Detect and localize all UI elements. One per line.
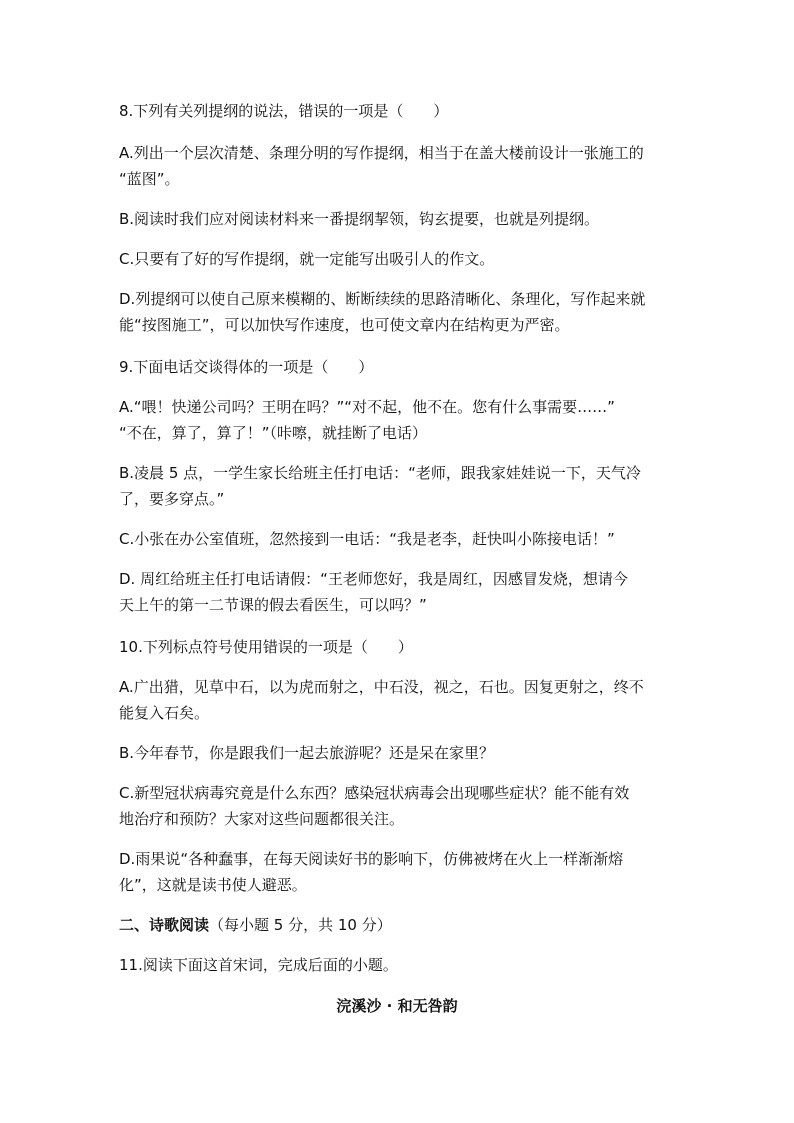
q10-option-d-line1: D.雨果说“各种蠢事，在每天阅读好书的影响下，仿佛被烤在火上一样渐渐熔 — [119, 850, 624, 868]
q8-option-b: B.阅读时我们应对阅读材料来一番提纲挈领，钩玄提要，也就是列提纲。 — [119, 210, 600, 228]
q10-option-d-line2: 化”，这就是读书使人避恶。 — [119, 876, 307, 894]
q9-option-b-line1: B.凌晨 5 点，一学生家长给班主任打电话：“老师，跟我家娃娃说一下，天气冷 — [119, 464, 641, 482]
poem-title: 浣溪沙 · 和无咎韵 — [336, 997, 458, 1015]
q8-option-a-line2: “蓝图”。 — [119, 170, 180, 188]
section-2-heading — [119, 912, 679, 938]
q10-option-a-line1: A.广出猎，见草中石，以为虎而射之，中石没，视之，石也。因复更射之，终不 — [119, 678, 644, 696]
section-2-title: 二、诗歌阅读 — [119, 916, 210, 934]
q8-option-c: C.只要有了好的写作提纲，就一定能写出吸引人的作文。 — [119, 250, 495, 268]
q10-stem: 10.下列标点符号使用错误的一项是（ ） — [119, 638, 413, 656]
q8-option-a-line1: A.列出一个层次清楚、条理分明的写作提纲，相当于在盖大楼前设计一张施工的 — [119, 144, 644, 162]
section-2-scoring-note: （每小题 5 分，共 10 分） — [209, 916, 392, 934]
q10-option-c-line1: C.新型冠状病毒究竟是什么东西？感染冠状病毒会出现哪些症状？能不能有效 — [119, 784, 630, 802]
q8-stem: 8.下列有关列提纲的说法，错误的一项是（ ） — [119, 102, 449, 120]
q9-option-b-line2: 了，要多穿点。” — [119, 490, 225, 508]
q8-option-d-line2: 能“按图施工”，可以加快写作速度，也可使文章内在结构更为严密。 — [119, 316, 570, 334]
q11-stem: 11.阅读下面这首宋词，完成后面的小题。 — [119, 956, 398, 974]
q9-option-a-line1: A.“喂！快递公司吗？王明在吗？”“对不起，他不在。您有什么事需要……” — [119, 398, 615, 416]
q10-option-c-line2: 地治疗和预防？大家对这些问题都很关注。 — [119, 810, 405, 828]
q9-option-a-line2: “不在，算了，算了！”（咔嚓，就挂断了电话） — [119, 424, 428, 442]
q9-stem: 9.下面电话交谈得体的一项是（ ） — [119, 358, 374, 376]
q9-option-d-line2: 天上午的第一二节课的假去看医生，可以吗？” — [119, 596, 427, 614]
q9-option-c: C.小张在办公室值班，忽然接到一电话：“我是老李，赶快叫小陈接电话！” — [119, 530, 615, 548]
q9-option-d-line1: D. 周红给班主任打电话请假：“王老师您好，我是周红，因感冒发烧，想请今 — [119, 570, 628, 588]
q10-option-a-line2: 能复入石矣。 — [119, 704, 210, 722]
q8-option-d-line1: D.列提纲可以使自己原来模糊的、断断续续的思路清晰化、条理化，写作起来就 — [119, 290, 646, 308]
q10-option-b: B.今年春节，你是跟我们一起去旅游呢？还是呆在家里？ — [119, 744, 495, 762]
